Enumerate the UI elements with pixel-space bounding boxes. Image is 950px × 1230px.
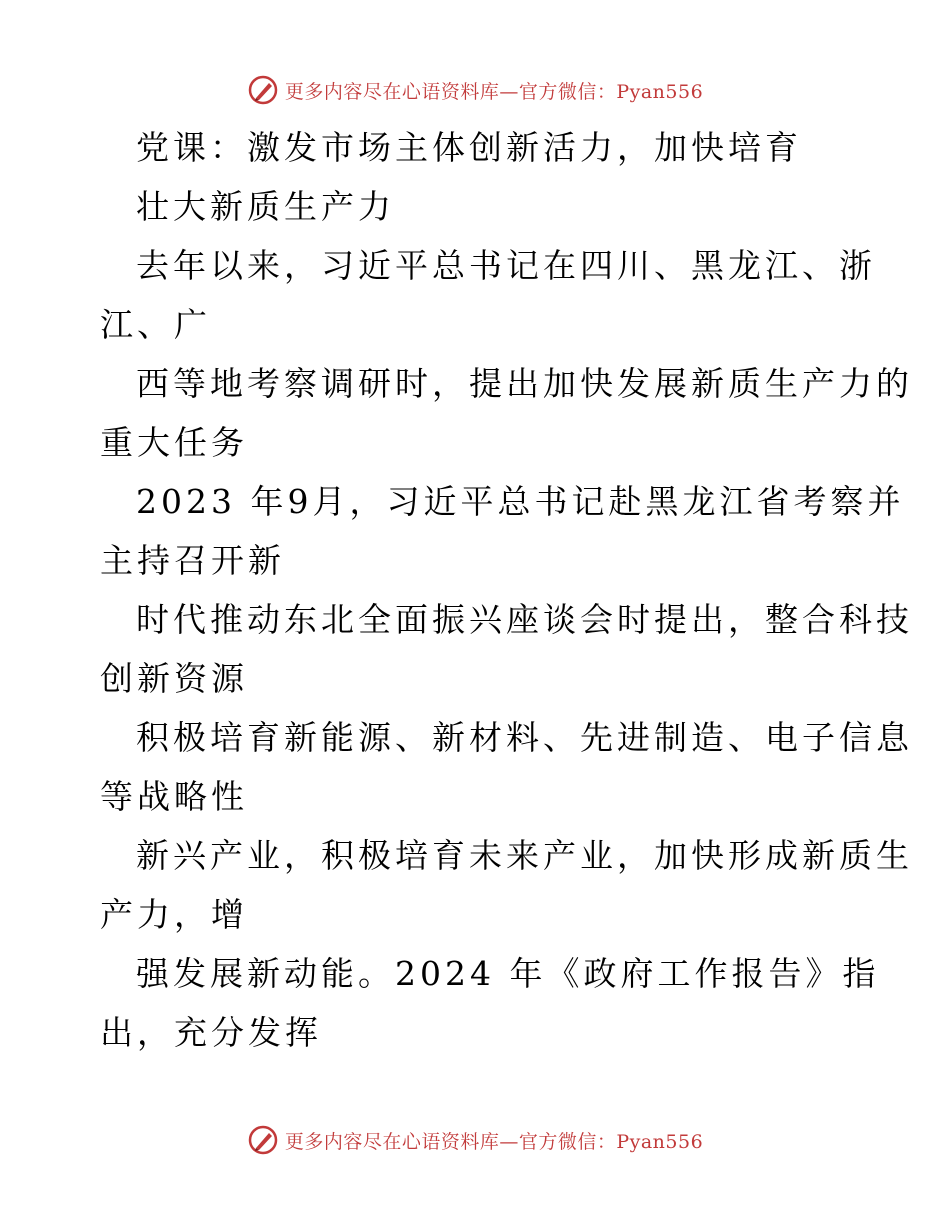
text-line: 创新资源 <box>100 659 248 698</box>
footer-banner <box>0 1120 950 1160</box>
text-line: 时代推动东北全面振兴座谈会时提出，整合科技 <box>136 600 913 639</box>
text-line: 去年以来，习近平总书记在四川、黑龙江、浙 <box>136 246 876 285</box>
text-line: 壮大新质生产力 <box>136 187 395 226</box>
header-banner <box>0 70 950 110</box>
text-line: 2023 年9月，习近平总书记赴黑龙江省考察并 <box>136 482 905 521</box>
text-line: 主持召开新 <box>100 541 285 580</box>
text-line: 等战略性 <box>100 777 248 816</box>
pen-seal-icon <box>247 74 279 106</box>
text-line: 党课：激发市场主体创新活力，加快培育 <box>136 128 802 167</box>
text-line: 积极培育新能源、新材料、先进制造、电子信息 <box>136 718 913 757</box>
text-line: 西等地考察调研时，提出加快发展新质生产力的 <box>136 364 913 403</box>
text-line: 强发展新动能。2024 年《政府工作报告》指 <box>136 954 880 993</box>
text-line: 江、广 <box>100 305 211 344</box>
pen-seal-icon <box>247 1124 279 1156</box>
banner-text: 更多内容尽在心语资料库—官方微信：Pyan556 <box>284 80 704 103</box>
text-line: 新兴产业，积极培育未来产业，加快形成新质生 <box>136 836 913 875</box>
banner-text: 更多内容尽在心语资料库—官方微信：Pyan556 <box>284 1130 704 1153</box>
text-line: 重大任务 <box>100 423 248 462</box>
document-body <box>100 118 913 1062</box>
text-line: 产力，增 <box>100 895 248 934</box>
text-line: 出，充分发挥 <box>100 1013 322 1052</box>
